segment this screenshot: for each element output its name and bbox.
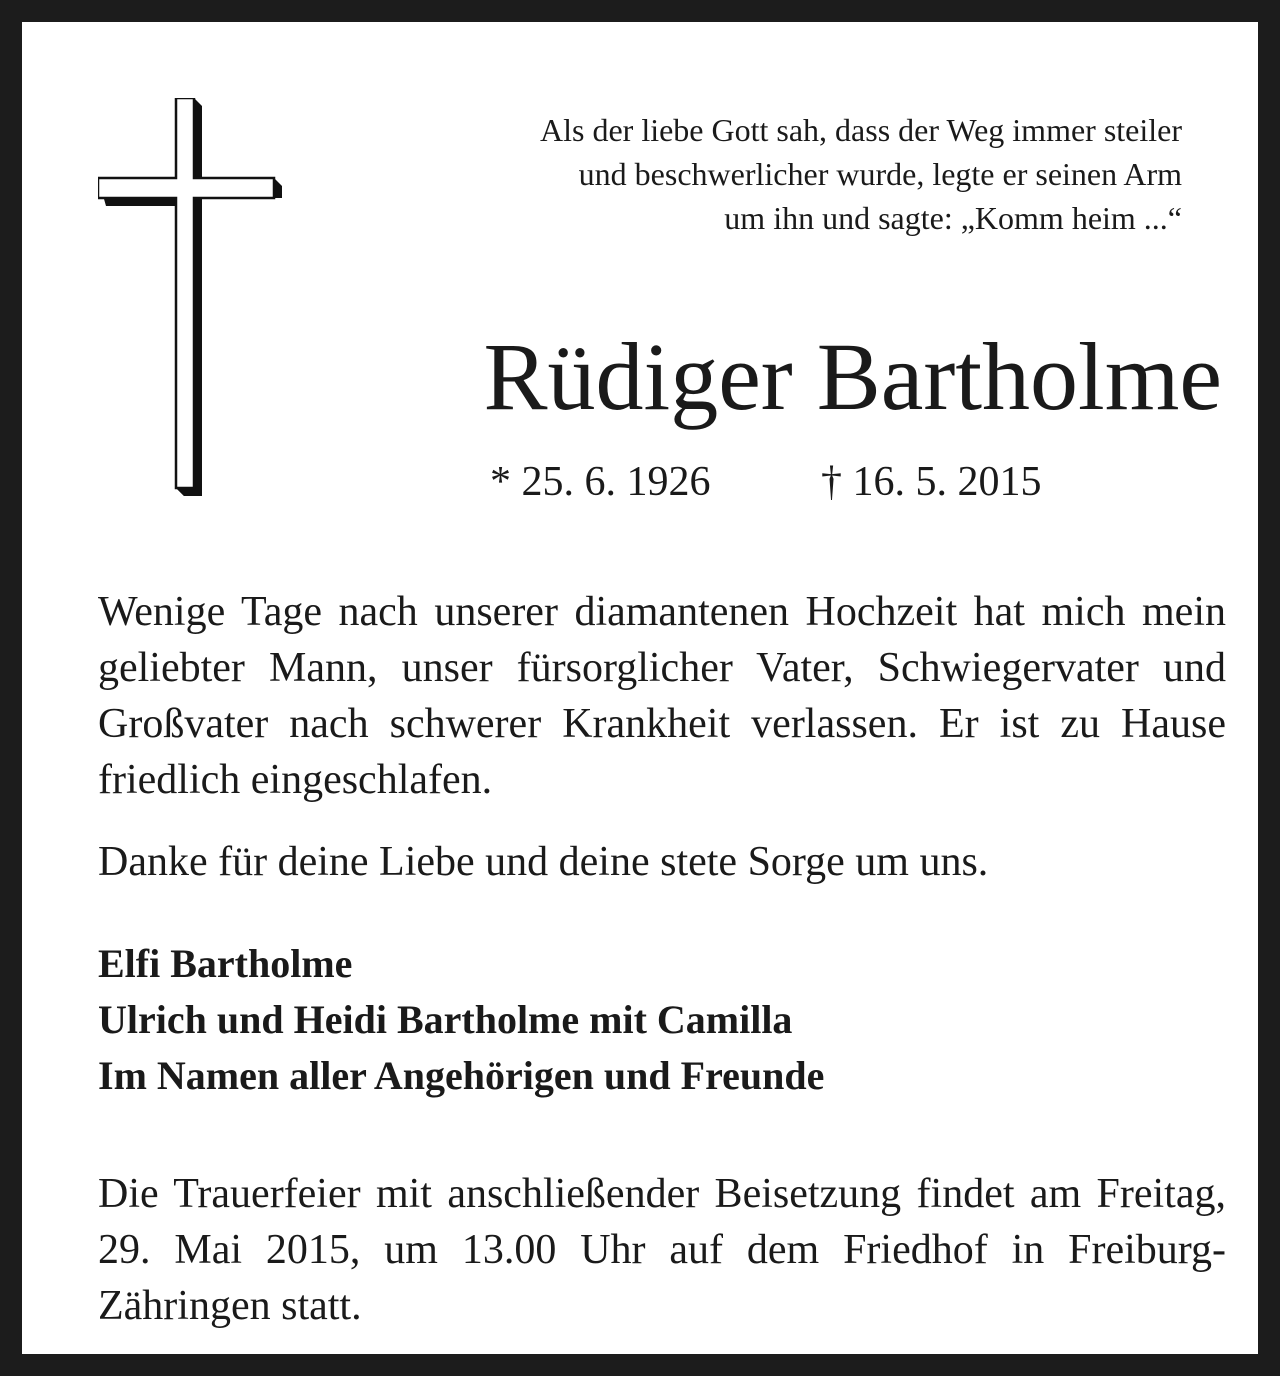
cross-icon bbox=[98, 98, 282, 496]
family-line: Elfi Bartholme bbox=[98, 941, 353, 986]
obituary-message: Wenige Tage nach unserer diamantenen Hochzeit hat mich mein geliebter Mann, unser fürsorglicher Vater, Schwiegervater und Großvater nach schwerer Krankheit verlassen. Er ist zu Hause friedlich eingeschlafen. bbox=[98, 589, 1226, 803]
family-signature bbox=[98, 936, 1226, 1104]
quote bbox=[362, 108, 1182, 240]
death-date: † 16. 5. 2015 bbox=[821, 459, 1042, 505]
quote-line: um ihn und sagte: „Komm heim ...“ bbox=[724, 200, 1182, 236]
quote-line: und beschwerlicher wurde, legte er seinen Arm bbox=[578, 156, 1182, 192]
funeral-info: Die Trauerfeier mit anschließender Beisetzung findet am Freitag, 29. Mai 2015, um 13.00 Uhr auf dem Friedhof in Freiburg-Zähringen statt. bbox=[98, 1171, 1226, 1329]
quote-line: Als der liebe Gott sah, dass der Weg immer steiler bbox=[540, 112, 1182, 148]
family-line: Im Namen aller Angehörigen und Freunde bbox=[98, 1053, 825, 1098]
thanks-line: Danke für deine Liebe und deine stete Sorge um uns. bbox=[98, 839, 989, 885]
family-line: Ulrich und Heidi Bartholme mit Camilla bbox=[98, 997, 793, 1042]
life-dates bbox=[490, 456, 1042, 508]
birth-date: * 25. 6. 1926 bbox=[490, 459, 711, 505]
deceased-name: Rüdiger Bartholme bbox=[483, 323, 1222, 430]
